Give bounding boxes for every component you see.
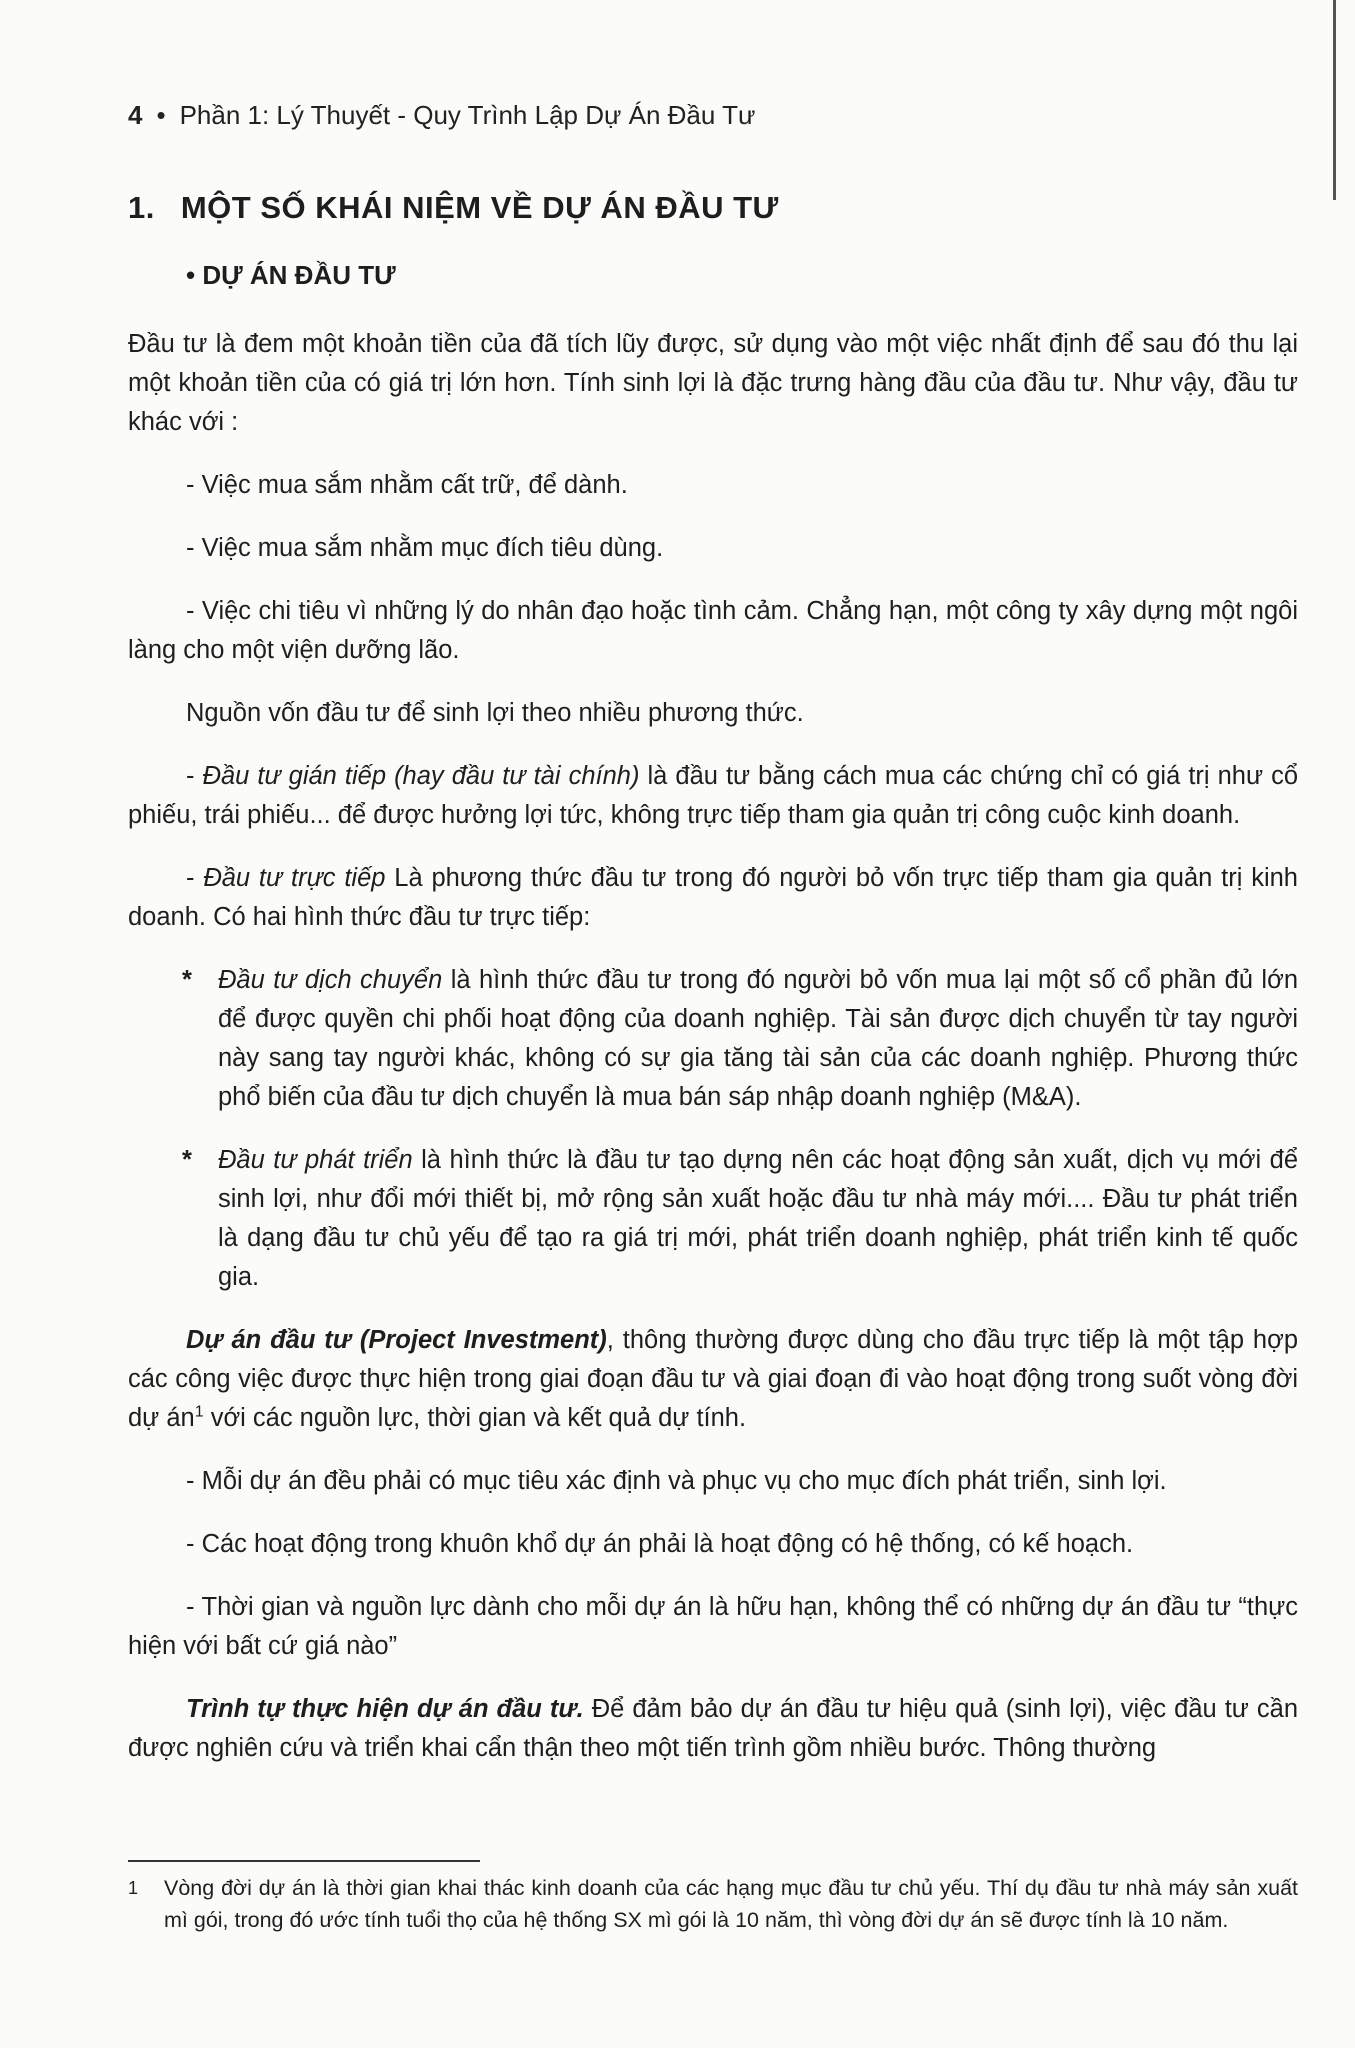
transfer-text: là hình thức đầu tư trong đó người bỏ vốn mua lại một số cổ phần đủ lớn để được quyền chi phối hoạt động của doanh nghiệp. Tài sản được dịch chuyển từ tay người này sang tay người khác, không có sự gia tăng tài sản của các doanh nghiệp. Phương thức phổ biến của đầu tư dịch chuyển là mua bán sáp nhập doanh nghiệp (M&A). — [218, 966, 1298, 1111]
bullet-text — [218, 1141, 1298, 1297]
running-header — [128, 100, 755, 131]
paragraph-methods: Nguồn vốn đầu tư để sinh lợi theo nhiều phương thức. — [186, 699, 804, 727]
page-content — [128, 188, 1298, 1792]
subheading: • DỰ ÁN ĐẦU TƯ — [186, 260, 396, 290]
indirect-text: là đầu tư bằng cách mua các chứng chỉ có giá trị như cổ phiếu, trái phiếu... để được hưởng lợi tức, không trực tiếp tham gia quản trị công cuộc kinh doanh. — [128, 762, 1299, 829]
list-item-goal: - Mỗi dự án đều phải có mục tiêu xác định và phục vụ cho mục đích phát triển, sinh lợi. — [186, 1467, 1167, 1495]
bullet-star: * — [182, 966, 192, 994]
dash: - — [186, 762, 203, 790]
term-direct: Đầu tư trực tiếp — [203, 864, 386, 892]
direct-text: Là phương thức đầu tư trong đó người bỏ vốn trực tiếp tham gia quản trị kinh doanh. Có hai hình thức đầu tư trực tiếp: — [128, 864, 1298, 931]
page-edge-line — [1333, 0, 1336, 200]
term-sequence: Trình tự thực hiện dự án đầu tư. — [186, 1695, 584, 1723]
footnote-number: 1 — [128, 1878, 139, 1898]
running-title: Phần 1: Lý Thuyết - Quy Trình Lập Dự Án Đầu Tư — [179, 100, 756, 130]
list-item-system: - Các hoạt động trong khuôn khổ dự án phải là hoạt động có hệ thống, có kế hoạch. — [186, 1530, 1134, 1558]
paragraph-indirect-investment — [128, 757, 1298, 835]
bullet-transfer-investment — [128, 961, 1298, 1117]
term-project-investment: Dự án đầu tư (Project Investment) — [186, 1326, 607, 1354]
term-indirect: Đầu tư gián tiếp (hay đầu tư tài chính) — [202, 762, 640, 790]
footnote-text: Vòng đời dự án là thời gian khai thác kinh doanh của các hạng mục đầu tư chủ yếu. Thí dụ đầu tư nhà máy sản xuất mì gói, trong đó ước tính tuổi thọ của hệ thống SX mì gói là 10 năm, thì vòng đời dự án sẽ được tính là 10 năm. — [164, 1876, 1298, 1932]
bullet-development-investment — [128, 1141, 1298, 1297]
footnote-rule — [128, 1860, 480, 1862]
footnote — [128, 1872, 1298, 1936]
paragraph-definition: Đầu tư là đem một khoản tiền của đã tích lũy được, sử dụng vào một việc nhất định để sau đó thu lại một khoản tiền của có giá trị lớn hơn. Tính sinh lợi là đặc trưng hàng đầu của đầu tư. Như vậy, đầu tư khác với : — [128, 330, 1298, 436]
dash: - — [186, 864, 204, 892]
list-item-storage: - Việc mua sắm nhằm cất trữ, để dành. — [186, 471, 628, 499]
page-number: 4 — [128, 100, 143, 130]
section-title: MỘT SỐ KHÁI NIỆM VỀ DỰ ÁN ĐẦU TƯ — [180, 190, 779, 225]
paragraph-direct-investment — [128, 859, 1298, 937]
project-text: , thông thường được dùng cho đầu trực tiếp là một tập hợp các công việc được thực hiện trong giai đoạn đầu tư và giai đoạn đi vào hoạt động trong suốt vòng đời dự án — [128, 1326, 1298, 1432]
list-item-consumption: - Việc mua sắm nhằm mục đích tiêu dùng. — [186, 534, 664, 562]
list-item-limited: - Thời gian và nguồn lực dành cho mỗi dự án là hữu hạn, không thể có những dự án đầu tư “thực hiện với bất cứ giá nào” — [128, 1593, 1298, 1660]
section-heading — [128, 188, 1298, 228]
paragraph-project-investment — [128, 1321, 1298, 1438]
bullet-text — [218, 961, 1298, 1117]
paragraph-sequence — [128, 1690, 1298, 1768]
header-separator: • — [156, 100, 166, 130]
sequence-text: Để đảm bảo dự án đầu tư hiệu quả (sinh lợi), việc đầu tư cần được nghiên cứu và triển khai cẩn thận theo một tiến trình gồm nhiều bước. Thông thường — [128, 1695, 1299, 1762]
footnote-ref: 1 — [194, 1403, 204, 1421]
section-number: 1. — [128, 190, 155, 225]
bullet-star: * — [182, 1146, 192, 1174]
term-transfer: Đầu tư dịch chuyển — [218, 966, 443, 994]
project-text-end: với các nguồn lực, thời gian và kết quả dự tính. — [203, 1404, 747, 1432]
list-item-charity: - Việc chi tiêu vì những lý do nhân đạo hoặc tình cảm. Chẳng hạn, một công ty xây dựng một ngôi làng cho một viện dưỡng lão. — [128, 597, 1298, 664]
term-development: Đầu tư phát triển — [218, 1146, 413, 1174]
development-text: là hình thức là đầu tư tạo dựng nên các hoạt động sản xuất, dịch vụ mới để sinh lợi, như đổi mới thiết bị, mở rộng sản xuất hoặc đầu tư nhà máy mới.... Đầu tư phát triển là dạng đầu tư chủ yếu để tạo ra giá trị mới, phát triển doanh nghiệp, phát triển kinh tế quốc gia. — [218, 1146, 1298, 1291]
